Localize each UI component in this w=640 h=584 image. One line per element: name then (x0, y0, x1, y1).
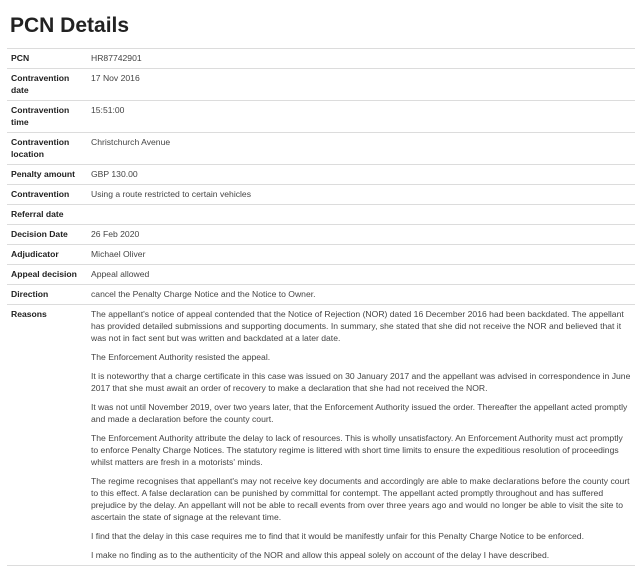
label-reasons: Reasons (7, 305, 87, 566)
label-direction: Direction (7, 285, 87, 305)
page-title: PCN Details (10, 14, 130, 37)
value-contravention-time: 15:51:00 (87, 101, 635, 133)
value-contravention-date: 17 Nov 2016 (87, 69, 635, 101)
reason-paragraph: It was not until November 2019, over two years later, that the Enforcement Authority issued the order. Thereafter the appellant acted promptly and made a declaration before the county court. (91, 402, 628, 424)
row-direction (7, 285, 635, 305)
label-contravention-time: Contravention time (7, 101, 87, 133)
reason-paragraph: I find that the delay in this case requires me to find that it would be manifestly unfair for this Penalty Charge Notice to be enforced. (91, 531, 584, 541)
value-contravention: Using a route restricted to certain vehicles (87, 185, 635, 205)
row-contravention (7, 185, 635, 205)
row-penalty-amount (7, 165, 635, 185)
label-decision-date: Decision Date (7, 225, 87, 245)
value-adjudicator: Michael Oliver (87, 245, 635, 265)
reason-paragraph: The regime recognises that appellant's may not receive key documents and accordingly are able to make declarations before the county court to this effect. A false declaration can be punished by committal for contempt. The appellant acted promptly throughout and has suffered prejudice by the delay. An appellant will not be able to recall events from over three years ago and would no longer be able to visit the site to ascertain the state of signage at the relevant time. (91, 476, 630, 522)
label-contravention-date: Contravention date (7, 69, 87, 101)
label-pcn: PCN (7, 49, 87, 69)
value-contravention-location: Christchurch Avenue (87, 133, 635, 165)
value-appeal-decision: Appeal allowed (87, 265, 635, 285)
reason-paragraph: It is noteworthy that a charge certificate in this case was issued on 30 January 2017 and the appellant was advised in correspondence in June 2017 that she must await an order of recovery to make a declaration that she had not received the NOR. (91, 371, 631, 393)
row-adjudicator (7, 245, 635, 265)
label-referral-date: Referral date (7, 205, 87, 225)
value-pcn: HR87742901 (87, 49, 635, 69)
reason-paragraph: I make no finding as to the authenticity of the NOR and allow this appeal solely on account of the delay I have described. (91, 550, 550, 560)
reason-paragraph: The Enforcement Authority resisted the appeal. (91, 352, 271, 362)
label-contravention-location: Contravention location (7, 133, 87, 165)
value-decision-date: 26 Feb 2020 (87, 225, 635, 245)
value-reasons (87, 305, 635, 566)
value-penalty-amount: GBP 130.00 (87, 165, 635, 185)
label-adjudicator: Adjudicator (7, 245, 87, 265)
label-penalty-amount: Penalty amount (7, 165, 87, 185)
row-reasons (7, 305, 635, 566)
value-referral-date (87, 205, 635, 225)
row-contravention-location (7, 133, 635, 165)
pcn-details-table (7, 48, 635, 566)
row-decision-date (7, 225, 635, 245)
row-contravention-time (7, 101, 635, 133)
row-referral-date (7, 205, 635, 225)
row-pcn (7, 49, 635, 69)
label-contravention: Contravention (7, 185, 87, 205)
row-appeal-decision (7, 265, 635, 285)
label-appeal-decision: Appeal decision (7, 265, 87, 285)
row-contravention-date (7, 69, 635, 101)
reason-paragraph: The Enforcement Authority attribute the delay to lack of resources. This is wholly unsatisfactory. An Enforcement Authority must act promptly to enforce Penalty Charge Notices. The statutory regime is littered with short time limits to ensure the expeditious resolution of proceedings whilst matters are fresh in a motorists' minds. (91, 433, 623, 467)
value-direction: cancel the Penalty Charge Notice and the Notice to Owner. (87, 285, 635, 305)
reason-paragraph: The appellant's notice of appeal contended that the Notice of Rejection (NOR) dated 16 December 2016 had been backdated. The appellant has provided detailed submissions and supporting documents. In summary, she stated that she did not receive the NOR and believed that it was not in fact sent but was written and backdated at a later date. (91, 309, 624, 343)
